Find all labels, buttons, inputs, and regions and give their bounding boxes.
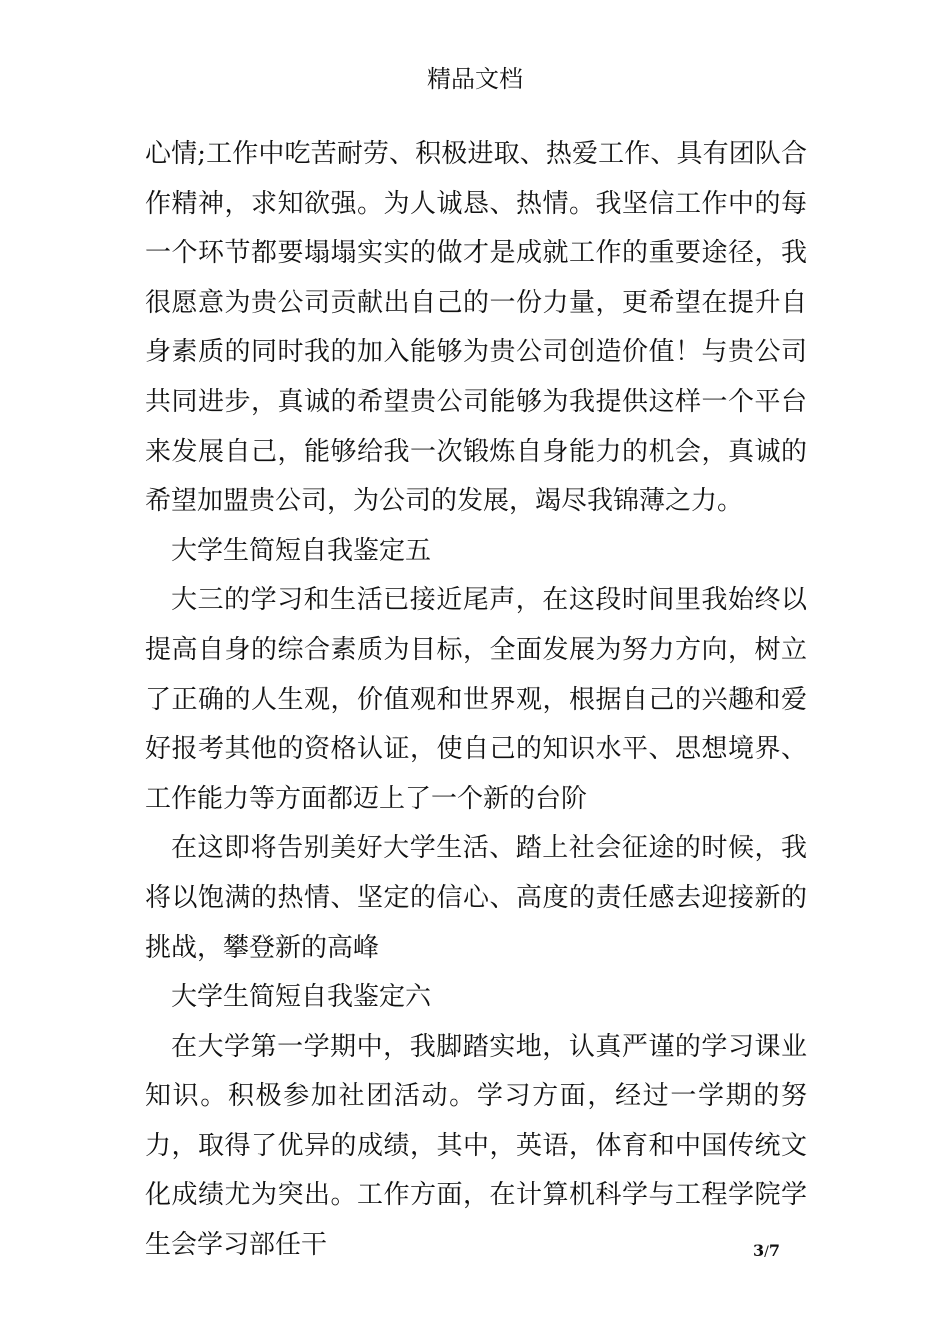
body-paragraph: 大三的学习和生活已接近尾声，在这段时间里我始终以提高自身的综合素质为目标，全面发展为努力方向，树立了正确的人生观，价值观和世界观，根据自己的兴趣和爱好报考其他的资格认证，使自己的知识水平、思想境界、工作能力等方面都迈上了一个新的台阶 — [145, 585, 807, 814]
body-paragraph: 在大学第一学期中，我脚踏实地，认真严谨的学习课业知识。积极参加社团活动。学习方面，经过一学期的努力，取得了优异的成绩，其中，英语，体育和中国传统文化成绩尤为突出。工作方面，在计算机科学与工程学院学生会学习部任干 — [145, 1031, 807, 1261]
document-body — [145, 130, 807, 1271]
page-separator: / — [764, 1244, 769, 1260]
section-heading: 大学生简短自我鉴定五 — [171, 535, 432, 566]
body-paragraph: 心情;工作中吃苦耐劳、积极进取、热爱工作、具有团队合作精神，求知欲强。为人诚恳、热情。我坚信工作中的每一个环节都要塌塌实实的做才是成就工作的重要途径，我很愿意为贵公司贡献出自己的一份力量，更希望在提升自身素质的同时我的加入能够为贵公司创造价值！与贵公司共同进步，真诚的希望贵公司能够为我提供这样一个平台来发展自己，能够给我一次锻炼自身能力的机会，真诚的希望加盟贵公司，为公司的发展，竭尽我锦薄之力。 — [145, 139, 807, 517]
body-paragraph: 在这即将告别美好大学生活、踏上社会征途的时候，我将以饱满的热情、坚定的信心、高度的责任感去迎接新的挑战，攀登新的高峰 — [145, 833, 807, 963]
total-pages: 7 — [768, 1241, 780, 1260]
current-page: 3 — [753, 1241, 765, 1260]
document-header — [0, 62, 950, 96]
section-heading: 大学生简短自我鉴定六 — [171, 982, 432, 1013]
header-title: 精品文档 — [427, 65, 523, 93]
page-number — [720, 1240, 780, 1263]
